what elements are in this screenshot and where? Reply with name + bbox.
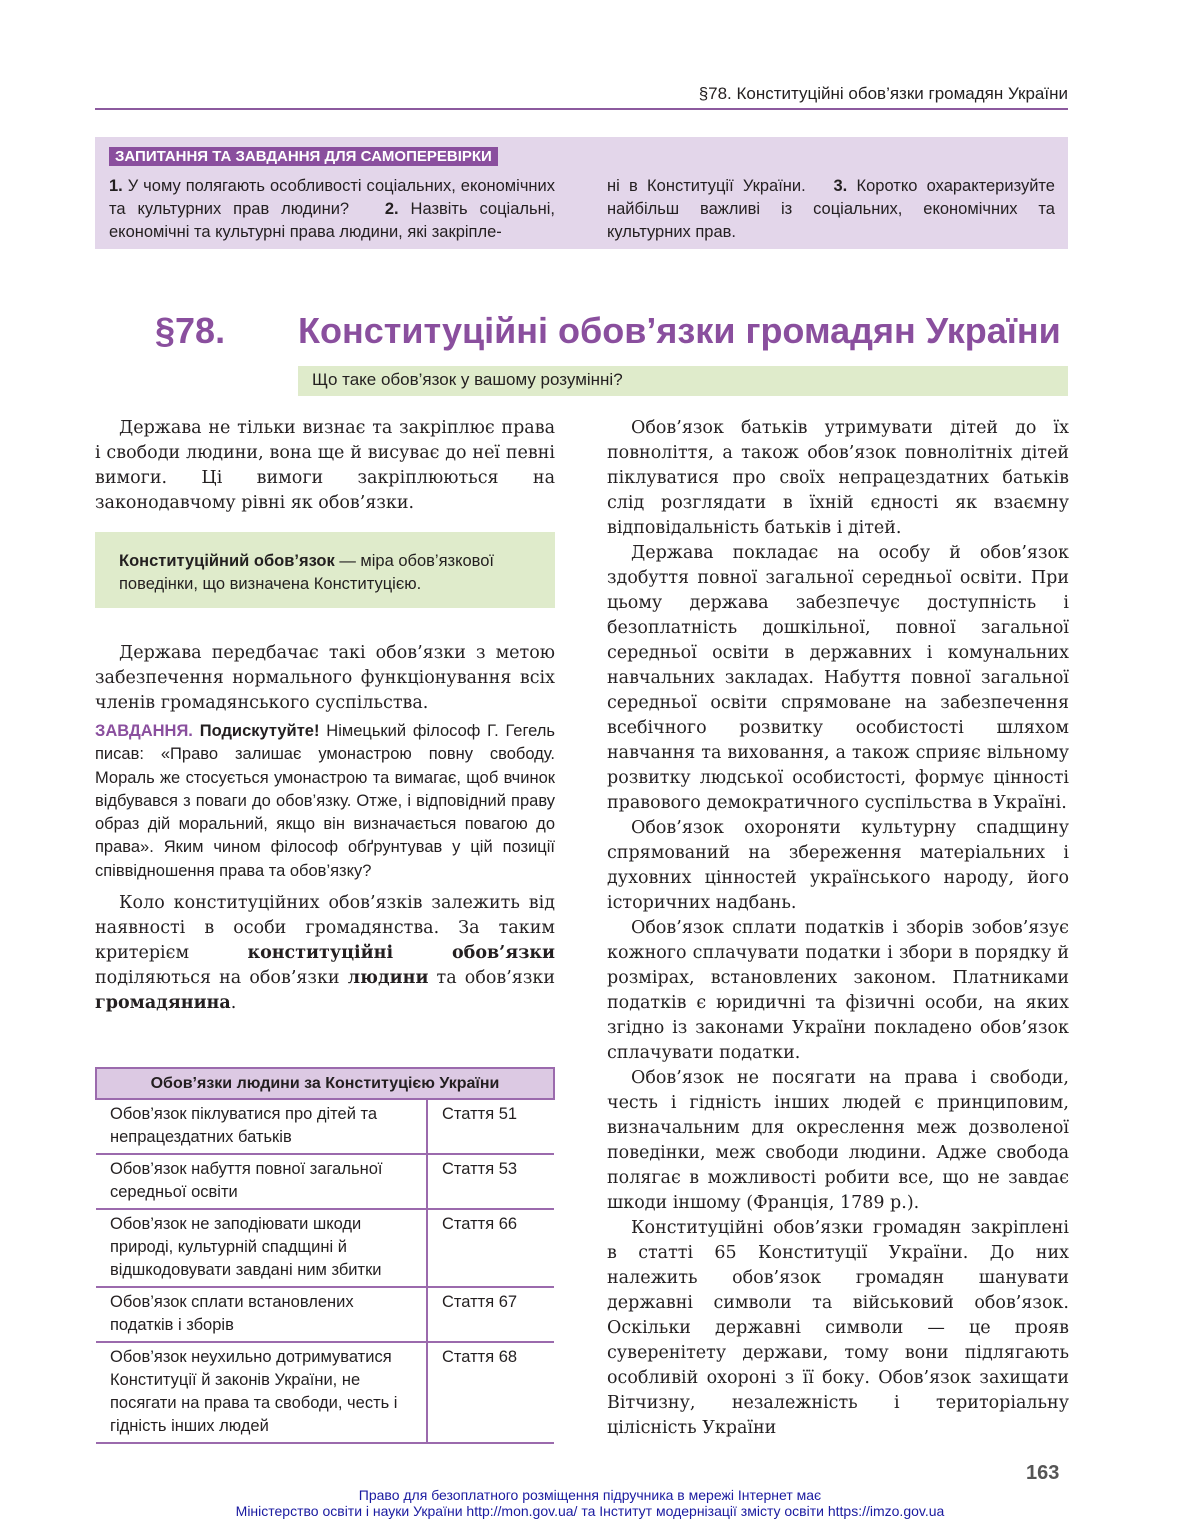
self-check-box	[95, 137, 1068, 249]
article-cell: Стаття 51	[427, 1099, 554, 1154]
footer-line: Міністерство освіти і науки України http://mon.gov.ua/ та Інститут модернізації змісту освіти https://imzo.gov.ua	[235, 1503, 945, 1519]
running-header: §78. Конституційні обов’язки громадян України	[95, 84, 1068, 110]
page-number: 163	[1026, 1462, 1060, 1484]
q3-number: 3.	[833, 177, 848, 195]
table-row	[96, 1154, 554, 1209]
table-header: Обов’язки людини за Конституцією України	[96, 1068, 554, 1099]
footer-line: Право для безоплатного розміщення підручника в мережі Інтернет має	[358, 1487, 822, 1503]
article-cell: Стаття 67	[427, 1287, 554, 1342]
intro-question: Що таке обов’язок у вашому розумінні?	[298, 366, 1068, 396]
paragraph: Конституційні обов’язки громадян закріплені в статті 65 Конституції України. До них належить обов’язок громадян шанувати державні символи та військовий обов’язок. Оскільки державні символи — це прояв суверенітету держави, тому вони підлягають особливій охороні з її боку. Обов’язок захищати Вітчизну, незалежність і територіальну цілісність України	[607, 1218, 1069, 1438]
q2-text-cont: ні в Конституції України.	[607, 177, 806, 195]
task-text: Німецький філософ Г. Гегель писав: «Право залишає умонастрою повну свободу. Мораль же стосується умонастрою та вимагає, щоб вчинок відбувався з поваги до обов’язку. Отже, і відповідний праву образ дій моральний, якщо він визначається повагою до права». Яким чином філософ обґрунтував у цій позиції співвідношення права та обов’язку?	[95, 722, 555, 880]
task-label: ЗАВДАННЯ.	[95, 722, 193, 740]
q1-text: У чому полягають особливості соціальних, економічних та культурних прав людини?	[109, 177, 555, 218]
paragraph: Держава покладає на особу й обов’язок здобуття повної загальної середньої освіти. При цьому держава забезпечує доступність і безоплатність дошкільної, повної загальної середньої освіти в державних і комунальних навчальних закладах. Набуття повної загальної середньої освіти спрямоване на забезпечення всебічного розвитку особистості шляхом навчання та виховання, а також сприяє вільному розвитку людської особистості, формує цінності правового демократичного суспільства в Україні.	[607, 543, 1069, 813]
table-row	[96, 1209, 554, 1287]
duties-table	[95, 1067, 555, 1444]
article-cell: Стаття 53	[427, 1154, 554, 1209]
paragraph: Коло конституційних обов’язків залежить від наявності в особи громадянства. За таким критерієм конституційні обов’язки поділяються на обов’язки людини та обов’язки громадянина.	[95, 893, 555, 1013]
duty-cell: Обов’язок не заподіювати шкоди природі, культурній спадщині й відшкодовувати завдані ним збитки	[96, 1209, 427, 1287]
q2-number: 2.	[384, 200, 399, 218]
definition-text: — міра обов’язкової поведінки, що визначена Конституцією.	[119, 552, 495, 593]
table-row	[96, 1342, 554, 1443]
section-number: §78.	[155, 310, 226, 351]
self-check-col-2	[607, 175, 1055, 244]
duty-cell: Обов’язок сплати встановлених податків і зборів	[96, 1287, 427, 1342]
self-check-label: ЗАПИТАННЯ ТА ЗАВДАННЯ ДЛЯ САМОПЕРЕВІРКИ	[109, 147, 498, 166]
self-check-col-1	[109, 175, 555, 244]
paragraph: Обов’язок охороняти культурну спадщину спрямований на збереження матеріальних і духовних цінностей українського народу, його історичних надбань.	[607, 818, 1069, 913]
duty-cell: Обов’язок неухильно дотримуватися Конституції й законів України, не посягати на права та свободи, честь і гідність інших людей	[96, 1342, 427, 1443]
article-cell: Стаття 68	[427, 1342, 554, 1443]
footer	[150, 1487, 1030, 1519]
task-block	[95, 720, 555, 883]
q2-text: Назвіть соціальні, економічні та культурні права людини, які закріпле-	[109, 200, 555, 241]
q3-text: Коротко охарактеризуйте найбільш важливі із соціальних, економічних та культурних прав.	[607, 177, 1055, 241]
right-column	[607, 416, 1069, 1441]
page-title: Конституційні обов’язки громадян України	[298, 310, 1061, 351]
table-row	[96, 1099, 554, 1154]
definition-box	[95, 532, 555, 608]
definition-term: Конституційний обов’язок	[119, 552, 335, 570]
paragraph: Держава не тільки визнає та закріплює права і свободи людини, вона ще й висуває до неї певні вимоги. Ці вимоги закріплюються на законодавчому рівні як обов’язки.	[95, 418, 555, 513]
q1-number: 1.	[109, 177, 123, 195]
task-title: Подискутуйте!	[199, 722, 320, 740]
duty-cell: Обов’язок набуття повної загальної середньої освіти	[96, 1154, 427, 1209]
paragraph: Обов’язок батьків утримувати дітей до їх повноліття, а також обов’язок повнолітніх дітей піклуватися про своїх непрацездатних батьків слід розглядати в їхній єдності як взаємну відповідальність батьків і дітей.	[607, 418, 1069, 538]
paragraph: Обов’язок сплати податків і зборів зобов’язує кожного сплачувати податки і збори в порядку й розмірах, встановлених законом. Платниками податків є юридичні та фізичні особи, на яких згідно із законами України покладено обов’язок сплачувати податки.	[607, 918, 1069, 1063]
paragraph: Обов’язок не посягати на права і свободи, честь і гідність інших людей є принциповим, визначальним для окреслення меж дозволеної поведінки, меж свободи людини. Адже свобода полягає в можливості робити все, що не завдає шкоди іншому (Франція, 1789 р.).	[607, 1068, 1069, 1213]
table-row	[96, 1287, 554, 1342]
article-cell: Стаття 66	[427, 1209, 554, 1287]
paragraph: Держава передбачає такі обов’язки з метою забезпечення нормального функціонування всіх членів громадянського суспільства.	[95, 643, 555, 713]
duty-cell: Обов’язок піклуватися про дітей та непрацездатних батьків	[96, 1099, 427, 1154]
